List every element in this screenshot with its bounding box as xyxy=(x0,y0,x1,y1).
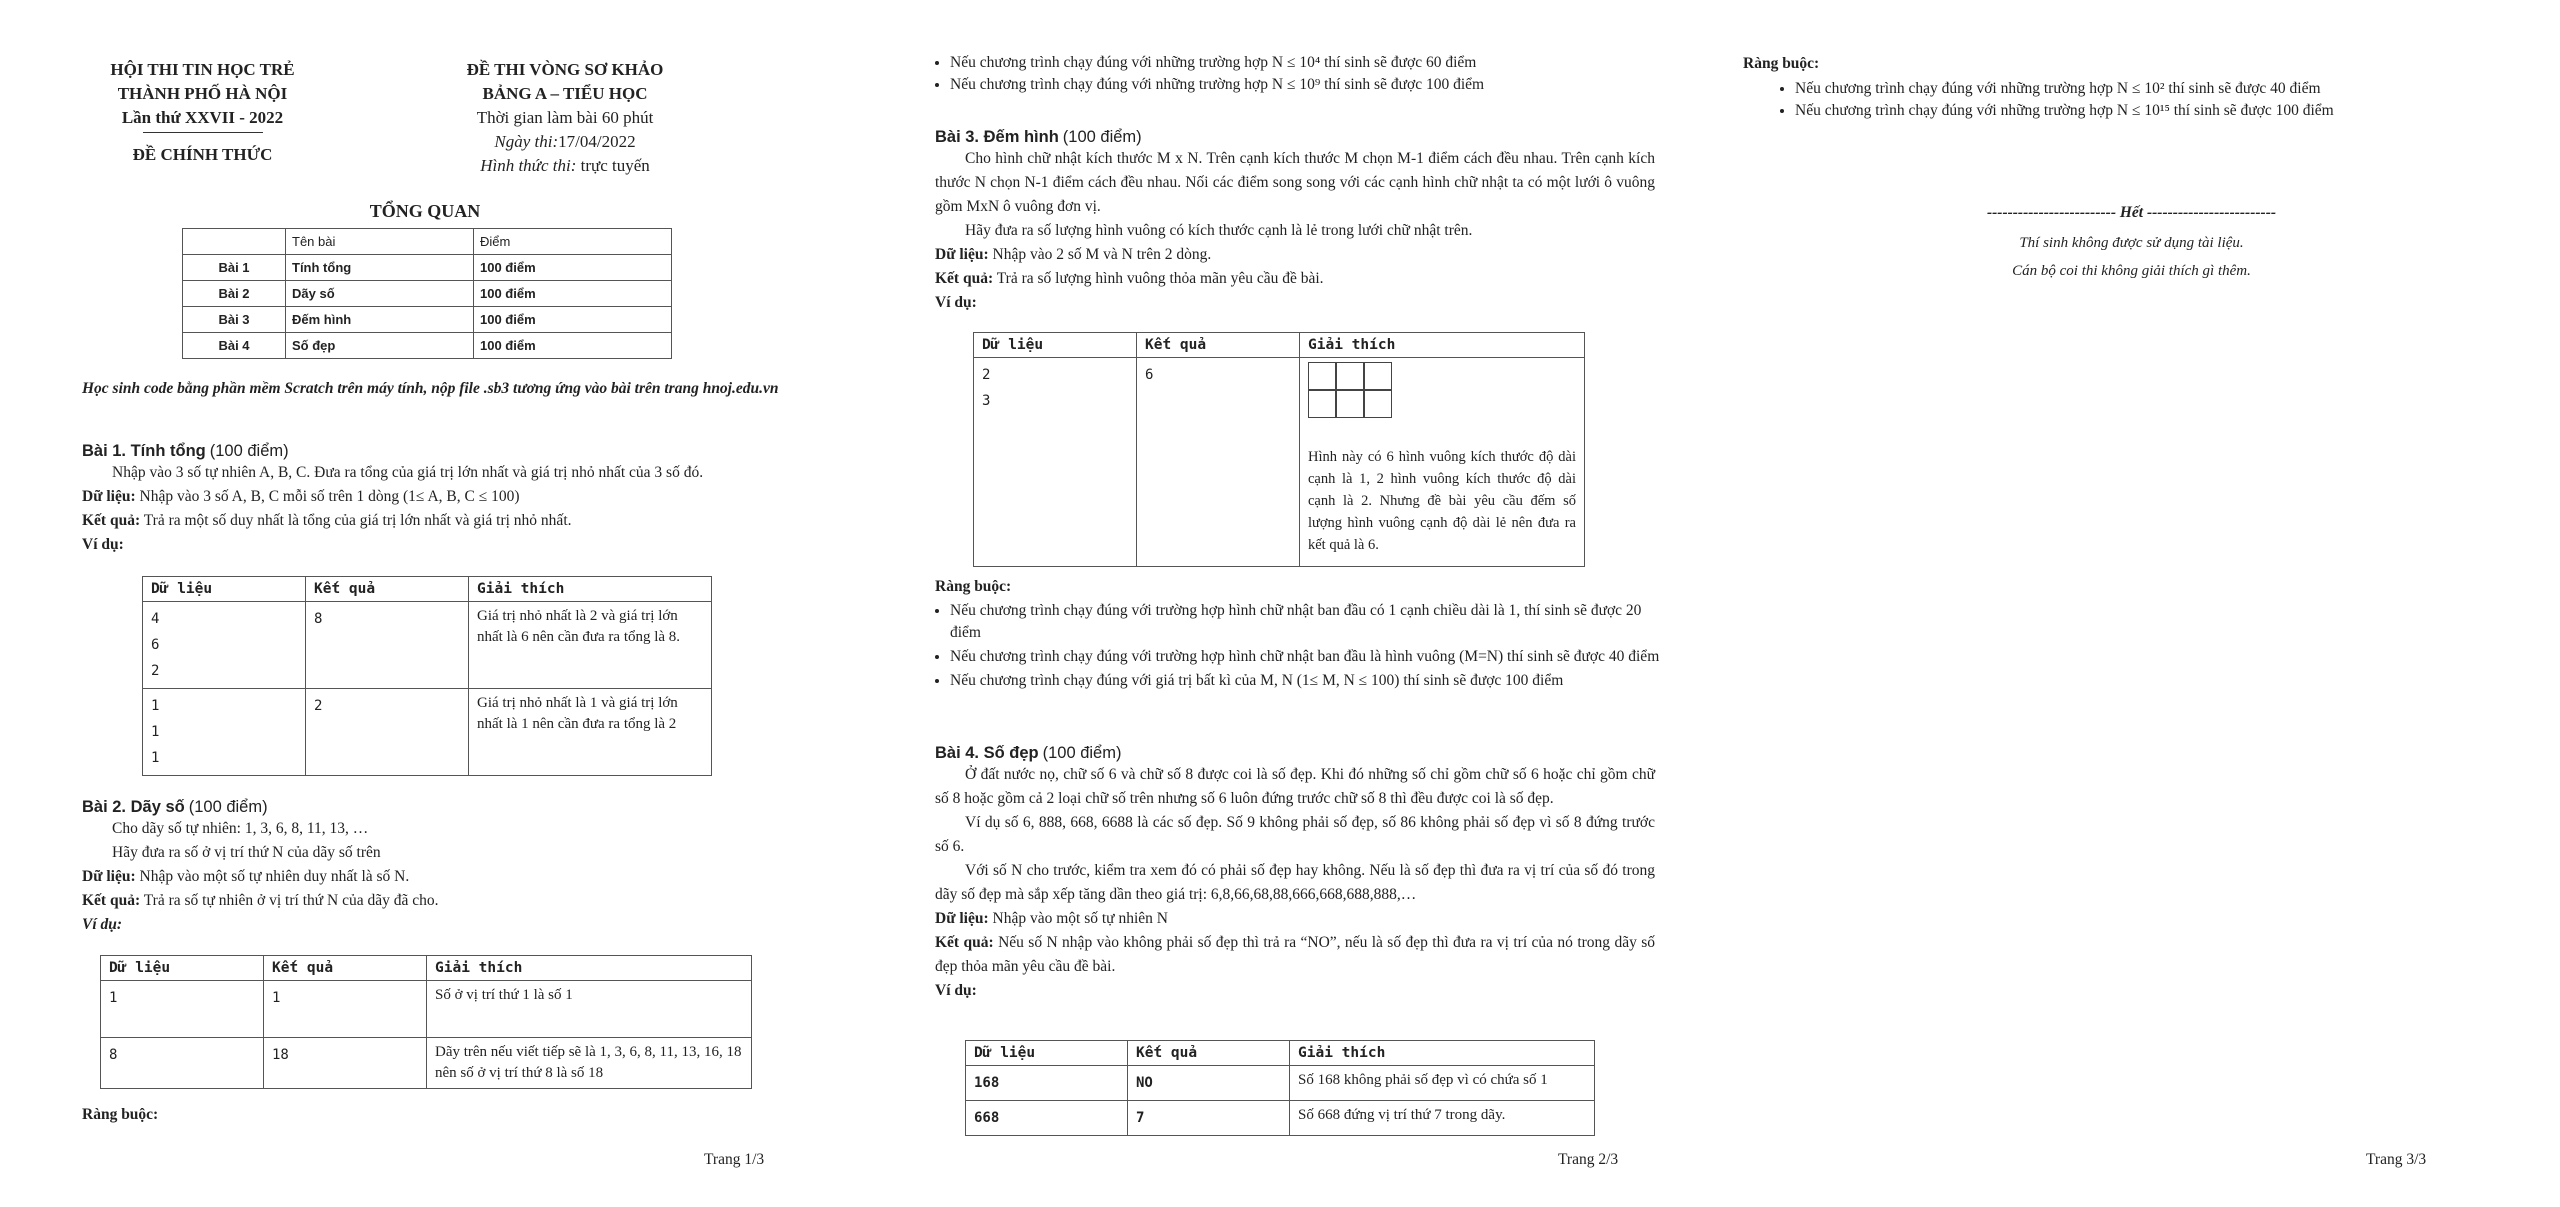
table-cell: Số đẹp xyxy=(286,333,474,359)
problem-4-input: Dữ liệu: Nhập vào một số tự nhiên N xyxy=(935,910,1168,927)
official-label: ĐỀ CHÍNH THỨC xyxy=(132,145,273,164)
table-header-cell: Kết quả xyxy=(264,956,427,981)
table-cell: Tính tổng xyxy=(286,255,474,281)
table-header-cell xyxy=(183,229,286,255)
problem-4-example-label: Ví dụ: xyxy=(935,982,977,999)
problem-2-task: Hãy đưa ra số ở vị trí thứ N của dãy số trên xyxy=(112,844,381,861)
table-header-cell: Giải thích xyxy=(1300,333,1585,358)
table-cell: 7 xyxy=(1128,1101,1290,1136)
problem-2-sequence: Cho dãy số tự nhiên: 1, 3, 6, 8, 11, 13, … xyxy=(112,820,369,837)
table-row xyxy=(101,1038,752,1089)
table-cell: 8 xyxy=(306,602,469,689)
table-row xyxy=(143,577,712,602)
table-cell: 2 xyxy=(306,689,469,776)
exam-form: Hình thức thi: trực tuyến xyxy=(480,156,650,175)
table-row xyxy=(966,1066,1595,1101)
problem-4-title: Bài 4. Số đẹp (100 điểm) xyxy=(935,744,1122,762)
table-cell: 100 điểm xyxy=(474,281,672,307)
problem-3-output: Kết quả: Trả ra số lượng hình vuông thỏa mãn yêu cầu đề bài. xyxy=(935,270,1324,287)
exam-header xyxy=(420,58,710,178)
organizer-line: HỘI THI TIN HỌC TRẺ xyxy=(110,60,295,79)
table-cell: NO xyxy=(1128,1066,1290,1101)
submission-note: Học sinh code bằng phần mềm Scratch trên máy tính, nộp file .sb3 tương ứng vào bài trên trang hnoj.edu.vn xyxy=(82,380,779,397)
problem-3-constraints-label: Ràng buộc: xyxy=(935,578,1012,595)
problem-3-title: Bài 3. Đếm hình (100 điểm) xyxy=(935,128,1142,146)
table-cell: 100 điểm xyxy=(474,333,672,359)
problem-4-task: Với số N cho trước, kiểm tra xem đó có phải số đẹp hay không. Nếu là số đẹp thì đưa ra vị trí của số đó trong dãy số đẹp mà sắp xếp tăng dần theo giá trị: 6,8,66,68,88,666,668,688,888,… xyxy=(935,862,1655,903)
table-row xyxy=(974,358,1585,567)
header-rule xyxy=(143,132,263,133)
table-header-cell: Giải thích xyxy=(1290,1041,1595,1066)
table-header-cell: Dữ liệu xyxy=(966,1041,1128,1066)
table-header-cell: Dữ liệu xyxy=(101,956,264,981)
list-item: • Nếu chương trình chạy đúng với trường hợp hình chữ nhật ban đầu là hình vuông (M=N) thí sinh sẽ được 40 điểm xyxy=(950,646,1670,668)
table-row xyxy=(183,281,672,307)
table-header-cell: Tên bài xyxy=(286,229,474,255)
table-row xyxy=(974,333,1585,358)
problem-1-output: Kết quả: Trả ra một số duy nhất là tổng của giá trị lớn nhất và giá trị nhỏ nhất. xyxy=(82,512,572,529)
table-cell: 1 xyxy=(264,981,427,1038)
page-1 xyxy=(0,0,850,1207)
problem-2-constraints-label: Ràng buộc: xyxy=(82,1106,159,1123)
table-cell: Bài 4 xyxy=(183,333,286,359)
problem-4-para: Ở đất nước nọ, chữ số 6 và chữ số 8 được coi là số đẹp. Khi đó những số chỉ gồm chữ số 6 hoặc chỉ gồm chữ số 8 hoặc gồm cả 2 loại chữ số trên nhưng số 6 luôn đứng trước chữ số 8 thì đều được coi là số đẹp. xyxy=(935,766,1655,807)
page-footer: Trang 1/3 xyxy=(704,1151,765,1168)
exam-date: Ngày thi:17/04/2022 xyxy=(494,132,636,151)
table-cell: 8 xyxy=(101,1038,264,1089)
list-item: • Nếu chương trình chạy đúng với những trường hợp N ≤ 10¹⁵ thí sinh sẽ được 100 điểm xyxy=(1795,100,2515,122)
exam-duration: Thời gian làm bài 60 phút xyxy=(476,108,654,127)
table-row xyxy=(101,981,752,1038)
list-item: • Nếu chương trình chạy đúng với giá trị bất kì của M, N (1≤ M, N ≤ 100) thí sinh sẽ được 100 điểm xyxy=(950,670,1670,692)
problem-1 xyxy=(82,442,782,557)
problem-3-constraints xyxy=(950,600,1670,692)
table-row xyxy=(183,229,672,255)
list-item: • Nếu chương trình chạy đúng với những trường hợp N ≤ 10² thí sinh sẽ được 40 điểm xyxy=(1795,78,2515,100)
list-item: • Nếu chương trình chạy đúng với những trường hợp N ≤ 10⁹ thí sinh sẽ được 100 điểm xyxy=(950,74,1670,96)
table-header-cell: Giải thích xyxy=(469,577,712,602)
page-footer: Trang 3/3 xyxy=(2366,1151,2427,1168)
exam-note: Thí sinh không được sử dụng tài liệu. xyxy=(2019,235,2244,251)
problem-1-intro: Nhập vào 3 số tự nhiên A, B, C. Đưa ra tổng của giá trị lớn nhất và giá trị nhỏ nhất của 3 số đó. xyxy=(112,464,704,481)
table-cell: Dãy số xyxy=(286,281,474,307)
page-3 xyxy=(1703,0,2560,1207)
problem-1-title: Bài 1. Tính tổng (100 điểm) xyxy=(82,442,289,460)
problem-2-example-label: Ví dụ: xyxy=(82,916,123,933)
problem-3-task: Hãy đưa ra số lượng hình vuông có kích thước cạnh là lẻ trong lưới chữ nhật trên. xyxy=(965,222,1473,239)
table-cell: 168 xyxy=(966,1066,1128,1101)
problem-3-example-label: Ví dụ: xyxy=(935,294,977,311)
table-header-cell: Điểm xyxy=(474,229,672,255)
table-cell: 4 6 2 xyxy=(143,602,306,689)
table-cell: 6 xyxy=(1137,358,1300,567)
problem-4-constraints xyxy=(1795,78,2515,122)
table-cell: Số ở vị trí thứ 1 là số 1 xyxy=(427,981,752,1038)
table-cell: 668 xyxy=(966,1101,1128,1136)
table-cell: 18 xyxy=(264,1038,427,1089)
organizer-line: Lần thứ XXVII - 2022 xyxy=(121,108,284,127)
page-2 xyxy=(850,0,1703,1207)
organizer-line: THÀNH PHỐ HÀ NỘI xyxy=(117,84,288,103)
exam-title: ĐỀ THI VÒNG SƠ KHẢO xyxy=(466,60,664,79)
table-cell: 2 3 xyxy=(974,358,1137,567)
table-cell: Giá trị nhỏ nhất là 2 và giá trị lớn nhất là 6 nên cần đưa ra tổng là 8. xyxy=(469,602,712,689)
problem-3 xyxy=(935,128,1655,315)
organizer-header xyxy=(60,58,345,167)
problem-4-example-text: Ví dụ số 6, 888, 668, 6688 là các số đẹp. Số 9 không phải số đẹp, số 86 không phải số đẹp vì số 8 đứng trước số 6. xyxy=(935,814,1655,855)
end-marker: ------------------------- Hết ------------------------- xyxy=(1986,204,2277,221)
table-cell: 1 1 1 xyxy=(143,689,306,776)
page-footer: Trang 2/3 xyxy=(1558,1151,1619,1168)
grid-figure xyxy=(1308,362,1398,426)
table-cell: Đếm hình xyxy=(286,307,474,333)
table-row xyxy=(143,689,712,776)
table-row xyxy=(966,1101,1595,1136)
table-cell: 100 điểm xyxy=(474,255,672,281)
table-cell xyxy=(1300,358,1585,567)
table-row xyxy=(966,1041,1595,1066)
problem-2-input: Dữ liệu: Nhập vào một số tự nhiên duy nhất là số N. xyxy=(82,868,410,885)
problem-4-example-table xyxy=(965,1040,1595,1136)
problem-4 xyxy=(935,744,1655,1003)
list-item: • Nếu chương trình chạy đúng với những trường hợp N ≤ 10⁴ thí sinh sẽ được 60 điểm xyxy=(950,52,1670,74)
problem-2-example-table xyxy=(100,955,752,1089)
problem-3-para: Cho hình chữ nhật kích thước M x N. Trên cạnh kích thước M chọn M-1 điểm cách đều nhau. Trên cạnh kích thước N chọn N-1 điểm cách đều nhau. Nối các điểm song song với các cạnh hình chữ nhật ta có một lưới ô vuông gồm MxN ô vuông đơn vị. xyxy=(935,150,1655,215)
table-row xyxy=(143,602,712,689)
problem-2-output: Kết quả: Trả ra số tự nhiên ở vị trí thứ N của dãy đã cho. xyxy=(82,892,439,909)
table-cell: Bài 1 xyxy=(183,255,286,281)
problem-2 xyxy=(82,798,782,937)
exam-note: Cán bộ coi thi không giải thích gì thêm. xyxy=(2012,263,2251,279)
table-cell: Số 668 đứng vị trí thứ 7 trong dãy. xyxy=(1290,1101,1595,1136)
table-row xyxy=(183,307,672,333)
exam-board: BẢNG A – TIỂU HỌC xyxy=(482,84,648,103)
table-cell: Số 168 không phải số đẹp vì có chứa số 1 xyxy=(1290,1066,1595,1101)
example-explanation: Hình này có 6 hình vuông kích thước độ dài cạnh là 1, 2 hình vuông kích thước độ dài cạnh là 2. Nhưng đề bài yêu cầu đếm số lượng hình vuông cạnh độ dài lẻ nên đưa ra kết quả là 6. xyxy=(1308,449,1576,553)
list-item: • Nếu chương trình chạy đúng với trường hợp hình chữ nhật ban đầu có 1 cạnh chiều dài là 1, thí sinh sẽ được 20 điểm xyxy=(950,600,1670,644)
table-cell: Giá trị nhỏ nhất là 1 và giá trị lớn nhất là 1 nên cần đưa ra tổng là 2 xyxy=(469,689,712,776)
overview-title: TỔNG QUAN xyxy=(369,201,481,221)
problem-1-input: Dữ liệu: Nhập vào 3 số A, B, C mỗi số trên 1 dòng (1≤ A, B, C ≤ 100) xyxy=(82,488,520,505)
table-cell: 1 xyxy=(101,981,264,1038)
problem-1-example-label: Ví dụ: xyxy=(82,536,124,553)
table-header-cell: Dữ liệu xyxy=(974,333,1137,358)
overview-table xyxy=(182,228,672,359)
problem-2-constraints xyxy=(950,52,1670,96)
problem-3-input: Dữ liệu: Nhập vào 2 số M và N trên 2 dòng. xyxy=(935,246,1212,263)
problem-1-example-table xyxy=(142,576,712,776)
table-header-cell: Kết quả xyxy=(1137,333,1300,358)
table-row xyxy=(183,255,672,281)
problem-2-title: Bài 2. Dãy số (100 điểm) xyxy=(82,798,268,816)
table-header-cell: Dữ liệu xyxy=(143,577,306,602)
table-cell: Bài 2 xyxy=(183,281,286,307)
table-header-cell: Kết quả xyxy=(1128,1041,1290,1066)
problem-3-example-table xyxy=(973,332,1585,567)
table-header-cell: Giải thích xyxy=(427,956,752,981)
table-row xyxy=(183,333,672,359)
table-header-cell: Kết quả xyxy=(306,577,469,602)
table-cell: Dãy trên nếu viết tiếp sẽ là 1, 3, 6, 8, 11, 13, 16, 18 nên số ở vị trí thứ 8 là số 18 xyxy=(427,1038,752,1089)
problem-4-constraints-label: Ràng buộc: xyxy=(1743,55,1820,72)
table-cell: Bài 3 xyxy=(183,307,286,333)
table-row xyxy=(101,956,752,981)
table-cell: 100 điểm xyxy=(474,307,672,333)
problem-4-output: Kết quả: Nếu số N nhập vào không phải số đẹp thì trả ra “NO”, nếu là số đẹp thì đưa ra vị trí của nó trong dãy số đẹp thỏa mãn yêu cầu đề bài. xyxy=(935,934,1656,975)
